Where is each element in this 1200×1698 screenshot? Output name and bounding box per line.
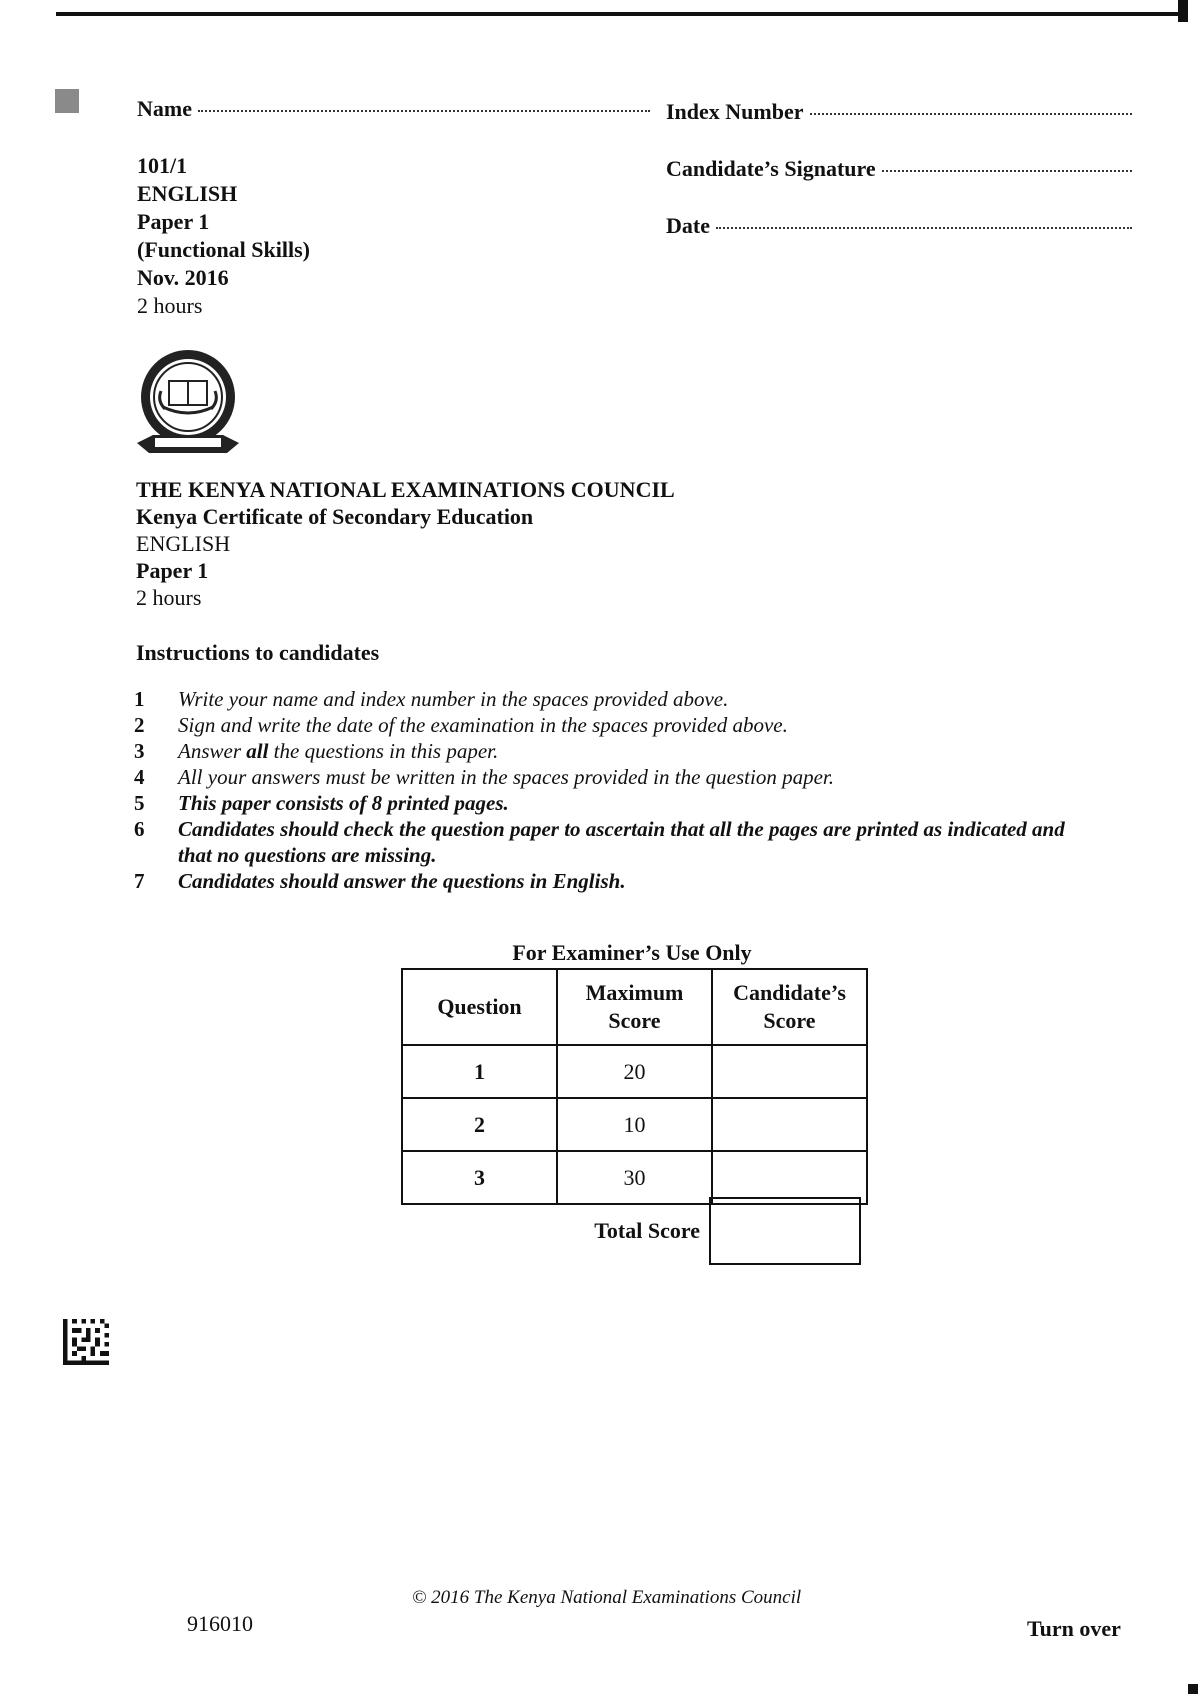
index-number-label: Index Number [666, 99, 804, 124]
maximum-score-cell: 30 [557, 1151, 712, 1204]
column-header-candidate-score: Candidate’s Score [712, 969, 867, 1045]
table-row [402, 1098, 867, 1151]
name-field[interactable] [137, 96, 650, 122]
instruction-item [134, 790, 1074, 816]
signature-field[interactable] [666, 156, 1132, 182]
name-input-line[interactable] [198, 110, 650, 112]
signature-input-line[interactable] [882, 170, 1132, 172]
instruction-number: 4 [134, 765, 145, 789]
date-label: Date [666, 213, 710, 238]
candidate-score-cell[interactable] [712, 1098, 867, 1151]
instruction-text: This paper consists of 8 printed pages. [178, 791, 509, 815]
council-duration: 2 hours [136, 585, 202, 610]
council-title: THE KENYA NATIONAL EXAMINATIONS COUNCIL [136, 477, 675, 502]
total-score-label: Total Score [594, 1218, 700, 1243]
instruction-number: 2 [134, 713, 145, 737]
name-label: Name [137, 96, 192, 121]
paper-details [137, 152, 310, 320]
council-block [136, 476, 675, 611]
certificate-title: Kenya Certificate of Secondary Education [136, 504, 534, 529]
scan-registration-mark [55, 89, 79, 113]
instruction-number: 7 [134, 869, 145, 893]
instruction-text-part: Answer [178, 739, 247, 763]
council-subject: ENGLISH [136, 531, 231, 556]
question-cell: 2 [402, 1098, 557, 1151]
instruction-text: Candidates should answer the questions in English. [178, 869, 626, 893]
instruction-text-part: the questions in this paper. [268, 739, 499, 763]
table-header-row [402, 969, 867, 1045]
total-score-box[interactable] [709, 1197, 861, 1265]
date-field[interactable] [666, 213, 1132, 239]
examiner-score-table [401, 968, 868, 1205]
table-row [402, 1045, 867, 1098]
index-number-input-line[interactable] [810, 113, 1132, 115]
instruction-text: Write your name and index number in the spaces provided above. [178, 687, 729, 711]
maximum-score-cell: 20 [557, 1045, 712, 1098]
top-border-rule [56, 12, 1186, 16]
instruction-number: 3 [134, 739, 145, 763]
corner-registration-mark [1188, 1684, 1198, 1694]
datamatrix-barcode-icon [63, 1319, 109, 1365]
paper-code: 101/1 [137, 153, 188, 178]
column-header-maximum-score: Maximum Score [557, 969, 712, 1045]
candidate-score-cell[interactable] [712, 1045, 867, 1098]
instruction-item [134, 686, 1074, 712]
instruction-item [134, 868, 1074, 894]
instruction-emphasis: all [246, 739, 269, 763]
instructions-title: Instructions to candidates [136, 640, 380, 665]
maximum-score-cell: 10 [557, 1098, 712, 1151]
signature-label: Candidate’s Signature [666, 156, 876, 181]
paper-subject: ENGLISH [137, 181, 238, 206]
instruction-text [178, 738, 498, 764]
instruction-item [134, 712, 1074, 738]
date-input-line[interactable] [716, 227, 1132, 229]
top-border-mark [1178, 0, 1188, 22]
paper-duration: 2 hours [137, 293, 203, 318]
paper-session: Nov. 2016 [137, 265, 229, 290]
instruction-item [134, 816, 1074, 868]
index-number-field[interactable] [666, 99, 1132, 125]
instruction-text: Sign and write the date of the examination in the spaces provided above. [178, 713, 788, 737]
question-cell: 1 [402, 1045, 557, 1098]
examiner-table-caption: For Examiner’s Use Only [512, 940, 752, 965]
copyright-notice: © 2016 The Kenya National Examinations Council [412, 1587, 802, 1608]
instruction-item [134, 738, 1074, 764]
column-header-question: Question [402, 969, 557, 1045]
instruction-number: 5 [134, 791, 145, 815]
instructions-list [134, 686, 1074, 894]
paper-number: Paper 1 [137, 209, 210, 234]
instruction-number: 1 [134, 687, 145, 711]
paper-type: (Functional Skills) [137, 237, 310, 262]
kenya-coat-of-arms-seal-icon [133, 347, 243, 465]
instruction-text: Candidates should check the question paper to ascertain that all the pages are printed as indicated and that no questions are missing. [178, 817, 1065, 867]
council-paper: Paper 1 [136, 558, 209, 583]
instruction-item [134, 764, 1074, 790]
question-cell: 3 [402, 1151, 557, 1204]
instruction-number: 6 [134, 817, 145, 841]
document-code: 916010 [187, 1611, 253, 1636]
instruction-text: All your answers must be written in the spaces provided in the question paper. [178, 765, 834, 789]
turn-over-note: Turn over [1027, 1616, 1121, 1641]
